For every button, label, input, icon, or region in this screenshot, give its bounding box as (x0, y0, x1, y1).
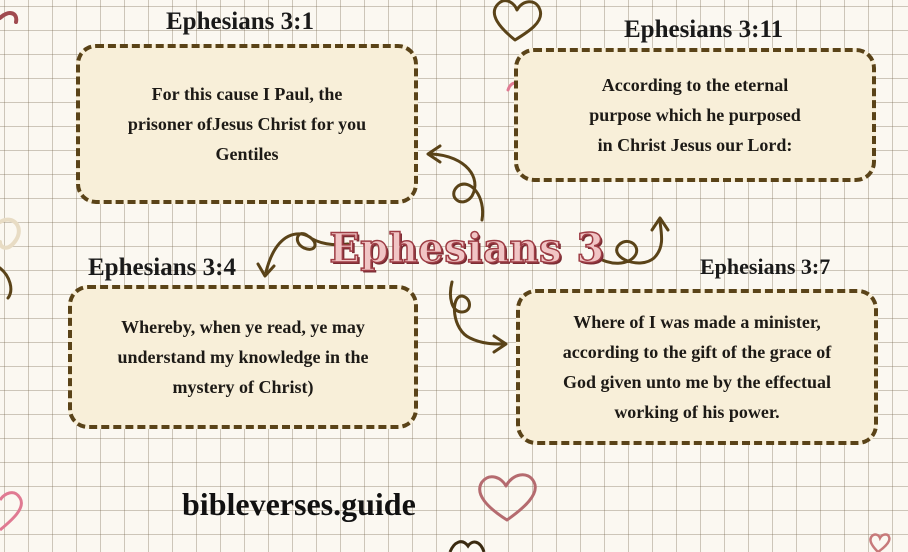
heart-outline-icon (494, 1, 540, 40)
verse-line: Where of I was made a minister, (573, 312, 821, 332)
curly-arrow-icon (432, 154, 483, 220)
squiggle-icon (450, 542, 484, 552)
verse-line: working of his power. (614, 402, 780, 422)
verse-line: mystery of Christ) (172, 377, 314, 397)
heading-ephesians-3-1: Ephesians 3:1 (166, 8, 314, 35)
verse-text (563, 307, 831, 427)
verse-card-3-7 (516, 289, 878, 445)
verse-card-3-4 (68, 285, 418, 429)
heading-ephesians-3-4: Ephesians 3:4 (88, 254, 236, 281)
heading-ephesians-3-11: Ephesians 3:11 (624, 16, 784, 43)
squiggle-icon (0, 220, 19, 248)
curly-arrow-icon (450, 282, 502, 344)
verse-text (117, 312, 368, 402)
verse-line: understand my knowledge in the (117, 347, 369, 367)
verse-line: Gentiles (215, 144, 279, 164)
site-name: bibleverses.guide (182, 486, 416, 522)
verse-line: purpose which he purposed (589, 105, 801, 125)
verse-text (128, 79, 366, 169)
center-title: Ephesians 3 (329, 224, 605, 272)
curly-arrow-icon (596, 222, 662, 263)
heart-outline-icon (0, 493, 21, 530)
heart-outline-icon (870, 534, 889, 552)
verse-card-3-11 (514, 48, 876, 182)
verse-text (589, 70, 801, 160)
heading-ephesians-3-7: Ephesians 3:7 (700, 254, 831, 279)
verse-line: in Christ Jesus our Lord: (597, 135, 793, 155)
heart-outline-icon (480, 475, 536, 520)
verse-line: According to the eternal (601, 75, 789, 95)
squiggle-icon (0, 13, 16, 22)
squiggle-icon (0, 268, 11, 298)
verse-line: For this cause I Paul, the (151, 84, 343, 104)
verse-line: prisoner ofJesus Christ for you (127, 114, 367, 134)
verse-card-3-1 (76, 44, 418, 204)
verse-line: Whereby, when ye read, ye may (121, 317, 365, 337)
verse-line: according to the gift of the grace of (562, 342, 832, 362)
verse-line: God given unto me by the effectual (563, 372, 831, 392)
